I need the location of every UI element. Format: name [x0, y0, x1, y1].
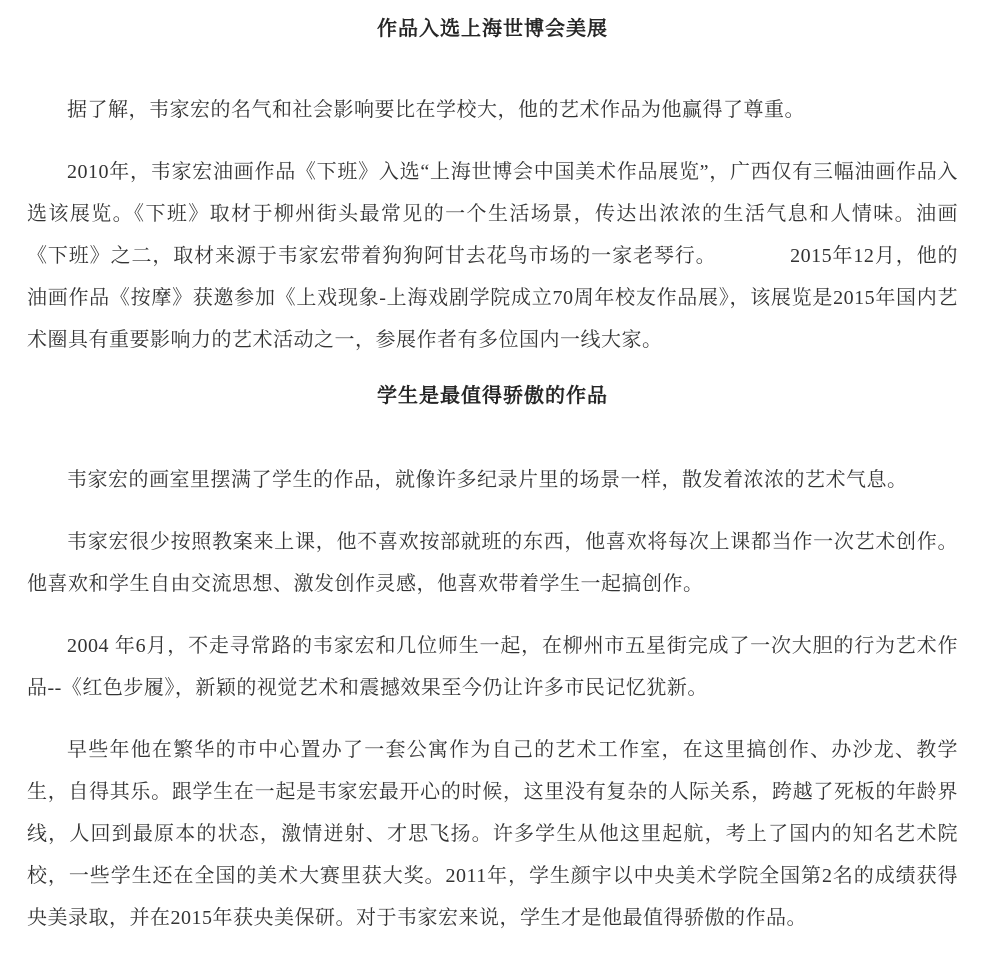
- paragraph-expo-artworks: 2010年，韦家宏油画作品《下班》入选“上海世博会中国美术作品展览”，广西仅有三幅油画作品入选该展览。《下班》取材于柳州街头最常见的一个生活场景，传达出浓浓的生活气息和人情味。油画《下班》之二，取材来源于韦家宏带着狗狗阿甘去花鸟市场的一家老琴行。 2015年12月，他的油画作品《按摩》获邀参加《上戏现象-上海戏剧学院成立70周年校友作品展》，该展览是2015年国内艺术圈具有重要影响力的艺术活动之一，参展作者有多位国内一线大家。: [27, 161, 958, 351]
- section-heading-exhibition: 作品入选上海世博会美展: [377, 18, 608, 40]
- paragraph-studio: 韦家宏的画室里摆满了学生的作品，就像许多纪录片里的场景一样，散发着浓浓的艺术气息。: [67, 469, 908, 491]
- paragraph-reputation: 据了解，韦家宏的名气和社会影响要比在学校大，他的艺术作品为他赢得了尊重。: [67, 99, 805, 121]
- paragraph-apartment-studio: 早些年他在繁华的市中心置办了一套公寓作为自己的艺术工作室，在这里搞创作、办沙龙、教学生，自得其乐。跟学生在一起是韦家宏最开心的时候，这里没有复杂的人际关系，跨越了死板的年龄界线，人回到最原本的状态，激情迸射、才思飞扬。许多学生从他这里起航，考上了国内的知名艺术院校，一些学生还在全国的美术大赛里获大奖。2011年，学生颜宇以中央美术学院全国第2名的成绩获得央美录取，并在2015年获央美保研。对于韦家宏来说，学生才是他最值得骄傲的作品。: [27, 739, 958, 929]
- paragraph-performance-art: 2004 年6月，不走寻常路的韦家宏和几位师生一起，在柳州市五星街完成了一次大胆的行为艺术作品--《红色步履》，新颖的视觉艺术和震撼效果至今仍让许多市民记忆犹新。: [27, 635, 958, 699]
- section-heading-students: 学生是最值得骄傲的作品: [377, 385, 608, 407]
- paragraph-teaching-style: 韦家宏很少按照教案来上课，他不喜欢按部就班的东西，他喜欢将每次上课都当作一次艺术创作。他喜欢和学生自由交流思想、激发创作灵感，他喜欢带着学生一起搞创作。: [27, 531, 958, 595]
